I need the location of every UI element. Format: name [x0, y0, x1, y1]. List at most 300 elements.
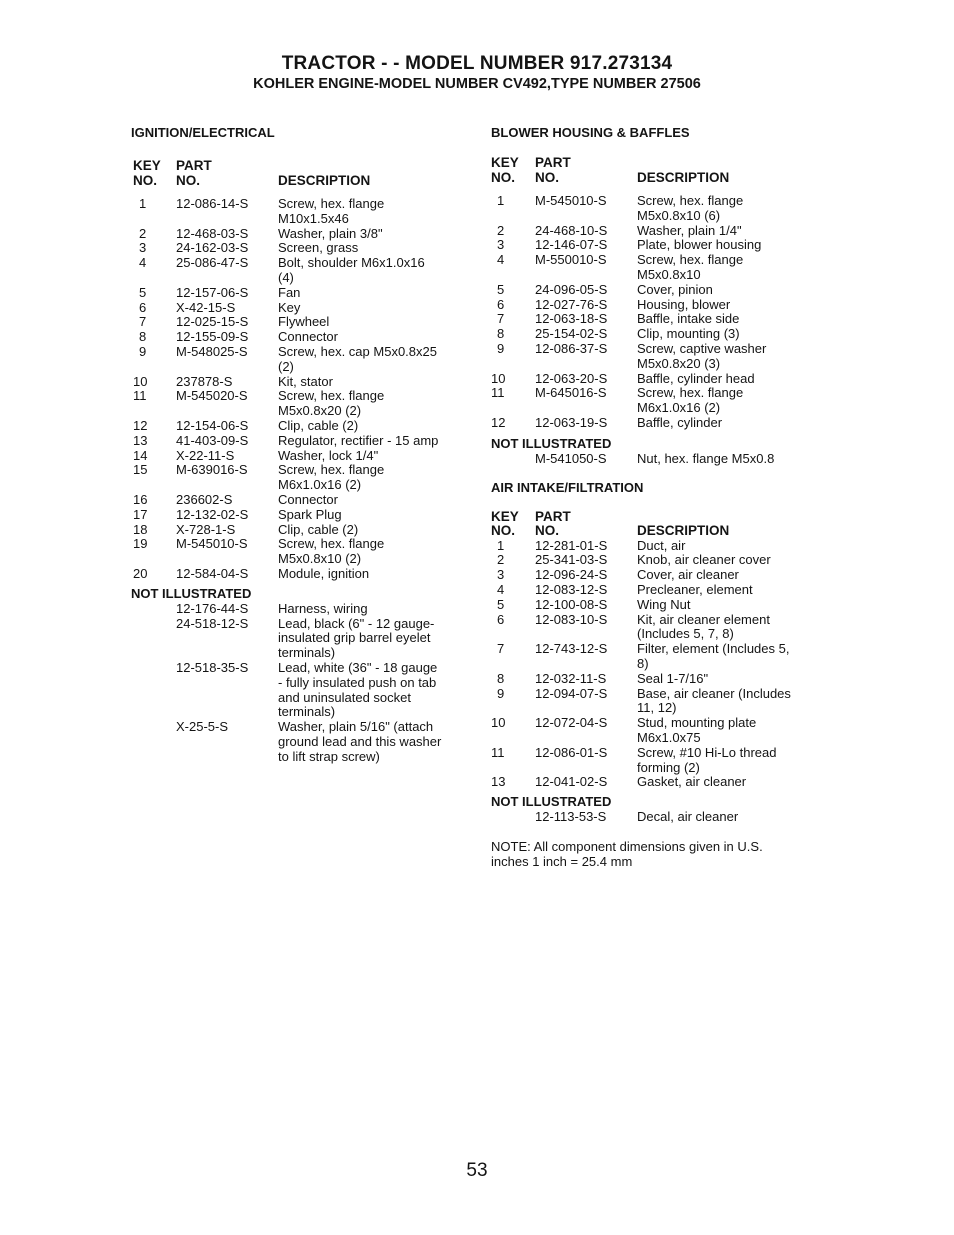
blower-not-illustrated-label: NOT ILLUSTRATED	[491, 435, 612, 451]
description-line: 8)	[637, 655, 649, 671]
part-row	[133, 720, 478, 764]
description-line: Stud, mounting plate	[637, 715, 757, 731]
key-number: 2	[497, 222, 505, 238]
part-row	[133, 419, 478, 434]
part-number: 12-518-35-S	[176, 659, 249, 675]
part-description	[637, 452, 821, 467]
key-header-no: NO.	[491, 523, 516, 539]
key-number: 7	[497, 311, 505, 327]
part-number: 12-281-01-S	[535, 537, 608, 553]
part-row	[133, 330, 478, 345]
key-number: 20	[133, 565, 148, 581]
part-row	[491, 194, 821, 224]
part-row	[133, 449, 478, 464]
key-number: 19	[133, 536, 148, 552]
part-description	[637, 539, 821, 554]
part-number: 12-157-06-S	[176, 284, 249, 300]
description-line: Precleaner, element	[637, 581, 753, 597]
description-line: Bolt, shoulder M6x1.0x16	[278, 255, 425, 271]
part-number: 12-113-53-S	[535, 809, 607, 825]
air-intake-table-header	[491, 510, 821, 539]
part-row	[133, 315, 478, 330]
part-description	[637, 238, 821, 253]
part-number: 12-468-03-S	[176, 225, 249, 241]
description-line: M5x0.8x10	[637, 266, 701, 282]
part-row	[491, 613, 821, 643]
description-line: Housing, blower	[637, 296, 731, 312]
description-line: Kit, stator	[278, 373, 333, 389]
part-row	[491, 238, 821, 253]
part-row	[491, 298, 821, 313]
part-number: 12-086-01-S	[535, 744, 608, 760]
air-intake-parts-list	[491, 539, 821, 791]
description-line: ground lead and this washer	[278, 733, 442, 749]
part-number: 24-096-05-S	[535, 281, 608, 297]
part-number: 12-146-07-S	[535, 237, 608, 253]
part-number: 12-132-02-S	[176, 506, 249, 522]
key-number: 4	[497, 252, 505, 268]
key-number: 7	[497, 641, 505, 657]
part-description	[637, 416, 821, 431]
part-description	[278, 256, 478, 286]
key-number: 10	[133, 373, 148, 389]
part-number: 12-063-18-S	[535, 311, 608, 327]
key-number: 9	[139, 343, 147, 359]
key-number: 4	[139, 255, 147, 271]
description-line: Base, air cleaner (Includes	[637, 685, 791, 701]
description-line: Screw, hex. flange	[637, 252, 744, 268]
key-number: 14	[133, 447, 148, 463]
part-description	[278, 345, 478, 375]
part-number: X-728-1-S	[176, 521, 236, 537]
description-line: Screw, hex. flange	[637, 193, 744, 208]
part-description	[637, 568, 821, 583]
ignition-not-illustrated-label: NOT ILLUSTRATED	[131, 585, 252, 601]
part-description	[278, 315, 478, 330]
part-row	[491, 568, 821, 583]
part-number: 25-341-03-S	[535, 552, 608, 568]
description-line: Connector	[278, 329, 338, 345]
part-row	[133, 227, 478, 242]
part-description	[278, 537, 478, 567]
key-number: 13	[133, 432, 148, 448]
description-line: M6x1.0x75	[637, 729, 701, 745]
part-description	[278, 508, 478, 523]
part-row	[133, 523, 478, 538]
part-row	[491, 746, 821, 776]
key-number: 8	[497, 670, 505, 686]
blower-not-illustrated-list	[491, 452, 821, 467]
description-line: Screw, hex. flange	[278, 462, 385, 478]
part-number: 12-083-10-S	[535, 611, 608, 627]
part-description	[637, 327, 821, 342]
part-header: PART	[176, 158, 212, 173]
description-line: Plate, blower housing	[637, 237, 762, 253]
part-description	[637, 642, 821, 672]
part-row	[491, 642, 821, 672]
part-row	[491, 342, 821, 372]
note-line: NOTE: All component dimensions given in U.S.	[491, 838, 763, 854]
part-number: 24-518-12-S	[176, 615, 249, 631]
part-number: 12-083-12-S	[535, 581, 608, 597]
part-description	[278, 602, 478, 617]
part-header-no: NO.	[176, 172, 201, 188]
part-row	[133, 508, 478, 523]
part-number: 25-154-02-S	[535, 326, 608, 342]
part-description	[637, 613, 821, 643]
key-number: 11	[133, 388, 147, 404]
part-header-no: NO.	[535, 169, 560, 185]
key-number: 2	[139, 225, 147, 241]
description-line: Nut, hex. flange M5x0.8	[637, 450, 775, 466]
key-number: 10	[491, 715, 506, 731]
part-description	[637, 716, 821, 746]
part-description	[637, 672, 821, 687]
description-line: 11, 12)	[637, 700, 677, 716]
key-number: 6	[497, 296, 505, 312]
blower-section-title: BLOWER HOUSING & BAFFLES	[491, 125, 690, 140]
part-row	[491, 283, 821, 298]
key-number: 12	[491, 414, 506, 430]
part-description	[278, 567, 478, 582]
part-number: 12-072-04-S	[535, 715, 608, 731]
description-line: to lift strap screw)	[278, 748, 380, 764]
part-row	[133, 463, 478, 493]
part-header-no: NO.	[535, 523, 560, 539]
description-header: DESCRIPTION	[637, 523, 730, 539]
part-row	[133, 256, 478, 286]
key-number: 11	[491, 385, 505, 401]
part-description	[637, 386, 821, 416]
description-line: Washer, lock 1/4"	[278, 447, 379, 463]
description-line: Flywheel	[278, 314, 330, 330]
ignition-section-title: IGNITION/ELECTRICAL	[131, 125, 275, 140]
page-title: TRACTOR - - MODEL NUMBER 917.273134	[281, 53, 673, 74]
part-number: M-639016-S	[176, 462, 248, 478]
key-number: 7	[139, 314, 147, 330]
part-number: 12-743-12-S	[535, 641, 608, 657]
part-description	[637, 598, 821, 613]
description-line: (4)	[278, 269, 294, 285]
part-description	[637, 342, 821, 372]
right-column	[491, 126, 821, 869]
key-number: 5	[139, 284, 147, 300]
part-number: 12-086-14-S	[176, 196, 249, 211]
blower-parts-list	[491, 194, 821, 431]
description-line: and uninsulated socket	[278, 689, 411, 705]
part-row	[491, 386, 821, 416]
part-number: 12-100-08-S	[535, 596, 608, 612]
key-header-no: NO.	[133, 172, 158, 188]
description-line: Screw, captive washer	[637, 340, 767, 356]
part-row	[133, 602, 478, 617]
description-line: Clip, mounting (3)	[637, 326, 740, 342]
part-row	[133, 345, 478, 375]
part-row	[491, 452, 821, 467]
key-header: KEY	[491, 508, 519, 524]
description-line: - fully insulated push on tab	[278, 674, 437, 690]
part-number: 12-154-06-S	[176, 417, 249, 433]
part-row	[491, 810, 821, 825]
part-description	[278, 661, 478, 720]
description-line: Seal 1-7/16"	[637, 670, 709, 686]
part-number: 12-176-44-S	[176, 600, 249, 616]
description-line: Lead, white (36" - 18 gauge	[278, 659, 438, 675]
part-number: X-22-11-S	[176, 447, 235, 463]
part-row	[491, 775, 821, 790]
part-description	[637, 746, 821, 776]
part-description	[637, 253, 821, 283]
part-number: X-42-15-S	[176, 299, 236, 315]
part-number: 12-063-19-S	[535, 414, 608, 430]
air-intake-not-illustrated-list	[491, 810, 821, 825]
part-description	[637, 312, 821, 327]
part-description	[637, 298, 821, 313]
description-line: Module, ignition	[278, 565, 370, 581]
description-line: Kit, air cleaner element	[637, 611, 770, 627]
key-number: 2	[497, 552, 505, 568]
description-line: insulated grip barrel eyelet	[278, 630, 431, 646]
part-row	[133, 286, 478, 301]
description-header: DESCRIPTION	[637, 169, 730, 185]
part-row	[491, 372, 821, 387]
blower-table-header	[491, 156, 821, 185]
description-line: Washer, plain 5/16" (attach	[278, 719, 434, 735]
part-number: 41-403-09-S	[176, 432, 249, 448]
key-number: 18	[133, 521, 148, 537]
part-description	[278, 227, 478, 242]
part-description	[637, 583, 821, 598]
description-line: M5x0.8x10 (6)	[637, 207, 721, 223]
part-number: M-645016-S	[535, 385, 607, 401]
dimension-note	[491, 840, 821, 870]
part-description	[637, 372, 821, 387]
part-description	[637, 810, 821, 825]
description-line: (Includes 5, 7, 8)	[637, 626, 734, 642]
part-description	[637, 283, 821, 298]
description-line: M6x1.0x16 (2)	[278, 477, 362, 493]
description-line: Regulator, rectifier - 15 amp	[278, 432, 439, 448]
description-line: Screen, grass	[278, 240, 359, 256]
part-number: 12-086-37-S	[535, 340, 608, 356]
description-line: Screw, hex. flange	[637, 385, 744, 401]
part-description	[278, 301, 478, 316]
part-number: 12-027-76-S	[535, 296, 608, 312]
part-row	[491, 312, 821, 327]
page-subtitle: KOHLER ENGINE-MODEL NUMBER CV492,TYPE NUMBER 27506	[253, 76, 701, 92]
key-header-no: NO.	[491, 169, 516, 185]
part-description	[278, 493, 478, 508]
part-number: 12-096-24-S	[535, 567, 608, 583]
part-description	[637, 775, 821, 790]
key-number: 4	[497, 581, 505, 597]
part-number: 12-584-04-S	[176, 565, 249, 581]
part-number: M-545020-S	[176, 388, 248, 404]
description-line: Filter, element (Includes 5,	[637, 641, 790, 657]
description-line: Baffle, cylinder head	[637, 370, 755, 386]
part-description	[278, 463, 478, 493]
description-line: M10x1.5x46	[278, 210, 349, 226]
description-line: Screw, hex. cap M5x0.8x25	[278, 343, 437, 359]
part-description	[637, 553, 821, 568]
part-row	[491, 598, 821, 613]
part-number: 24-468-10-S	[535, 222, 608, 238]
part-row	[133, 493, 478, 508]
key-number: 3	[497, 567, 505, 583]
part-description	[278, 720, 478, 764]
part-row	[491, 553, 821, 568]
part-number: 12-155-09-S	[176, 329, 249, 345]
key-number: 9	[497, 685, 505, 701]
description-line: M6x1.0x16 (2)	[637, 400, 721, 416]
description-line: Baffle, cylinder	[637, 414, 723, 430]
ignition-parts-list	[133, 197, 478, 582]
description-line: Spark Plug	[278, 506, 342, 522]
key-number: 6	[139, 299, 147, 315]
key-number: 5	[497, 596, 505, 612]
part-number: M-550010-S	[535, 252, 607, 268]
key-number: 16	[133, 491, 148, 507]
description-line: Harness, wiring	[278, 600, 368, 616]
description-line: Clip, cable (2)	[278, 417, 359, 433]
description-line: Decal, air cleaner	[637, 809, 739, 825]
part-description	[278, 330, 478, 345]
part-row	[491, 539, 821, 554]
ignition-not-illustrated-list	[133, 602, 478, 765]
key-number: 1	[139, 196, 147, 211]
part-row	[133, 389, 478, 419]
part-description	[278, 389, 478, 419]
description-line: terminals)	[278, 645, 336, 661]
part-row	[133, 537, 478, 567]
part-row	[133, 434, 478, 449]
key-number: 13	[491, 774, 506, 790]
description-header: DESCRIPTION	[278, 172, 371, 188]
part-description	[278, 419, 478, 434]
description-line: Gasket, air cleaner	[637, 774, 747, 790]
key-number: 6	[497, 611, 505, 627]
ignition-electrical-column	[133, 126, 478, 764]
part-row	[491, 687, 821, 717]
key-number: 9	[497, 340, 505, 356]
description-line: terminals)	[278, 704, 336, 720]
part-number: 12-032-11-S	[535, 670, 607, 686]
description-line: Screw, hex. flange	[278, 536, 385, 552]
part-row	[491, 416, 821, 431]
part-row	[491, 224, 821, 239]
part-description	[278, 617, 478, 661]
part-header: PART	[535, 508, 571, 524]
part-row	[133, 617, 478, 661]
part-description	[278, 434, 478, 449]
part-description	[637, 687, 821, 717]
description-line: Knob, air cleaner cover	[637, 552, 771, 568]
key-number: 12	[133, 417, 148, 433]
description-line: M5x0.8x20 (2)	[278, 403, 362, 419]
description-line: (2)	[278, 358, 294, 374]
air-intake-section-title: AIR INTAKE/FILTRATION	[491, 479, 644, 495]
key-number: 3	[497, 237, 505, 253]
part-row	[133, 241, 478, 256]
page-number: 53	[466, 1160, 488, 1181]
description-line: Screw, hex. flange	[278, 196, 385, 211]
key-header: KEY	[491, 155, 519, 170]
part-number: 12-025-15-S	[176, 314, 249, 330]
description-line: Key	[278, 299, 301, 315]
description-line: Screw, #10 Hi-Lo thread	[637, 744, 777, 760]
part-description	[278, 286, 478, 301]
description-line: Baffle, intake side	[637, 311, 740, 327]
part-description	[637, 194, 821, 224]
part-row	[491, 716, 821, 746]
part-description	[278, 375, 478, 390]
description-line: Lead, black (6" - 12 gauge-	[278, 615, 435, 631]
description-line: Cover, air cleaner	[637, 567, 739, 583]
part-number: 12-041-02-S	[535, 774, 608, 790]
part-row	[133, 197, 478, 227]
part-row	[491, 253, 821, 283]
key-header: KEY	[133, 158, 161, 173]
key-number: 10	[491, 370, 506, 386]
key-number: 1	[497, 193, 505, 208]
part-description	[637, 224, 821, 239]
part-number: M-545010-S	[535, 193, 607, 208]
part-number: X-25-5-S	[176, 719, 229, 735]
ignition-table-header	[133, 159, 478, 188]
part-number: 24-162-03-S	[176, 240, 249, 256]
air-intake-not-illustrated-label: NOT ILLUSTRATED	[491, 794, 612, 810]
part-description	[278, 241, 478, 256]
part-row	[133, 301, 478, 316]
description-line: M5x0.8x10 (2)	[278, 551, 362, 567]
key-number: 5	[497, 281, 505, 297]
note-line: inches 1 inch = 25.4 mm	[491, 853, 633, 869]
description-line: Duct, air	[637, 537, 686, 553]
part-row	[491, 583, 821, 598]
part-number: 236602-S	[176, 491, 233, 507]
key-number: 8	[139, 329, 147, 345]
description-line: Cover, pinion	[637, 281, 713, 297]
part-header: PART	[535, 155, 571, 170]
part-description	[278, 449, 478, 464]
part-row	[133, 375, 478, 390]
part-number: 237878-S	[176, 373, 233, 389]
description-line: Screw, hex. flange	[278, 388, 385, 404]
part-row	[133, 567, 478, 582]
part-description	[278, 197, 478, 227]
key-number: 3	[139, 240, 147, 256]
description-line: Wing Nut	[637, 596, 691, 612]
key-number: 1	[497, 537, 505, 553]
key-number: 8	[497, 326, 505, 342]
part-number: M-548025-S	[176, 343, 248, 359]
part-number: M-545010-S	[176, 536, 248, 552]
description-line: Washer, plain 3/8"	[278, 225, 383, 241]
description-line: Connector	[278, 491, 338, 507]
part-number: 12-063-20-S	[535, 370, 608, 386]
part-row	[133, 661, 478, 720]
part-number: 12-094-07-S	[535, 685, 608, 701]
key-number: 17	[133, 506, 148, 522]
part-number: 25-086-47-S	[176, 255, 249, 271]
description-line: Clip, cable (2)	[278, 521, 359, 537]
description-line: Washer, plain 1/4"	[637, 222, 742, 238]
part-description	[278, 523, 478, 538]
part-number: M-541050-S	[535, 450, 607, 466]
description-line: forming (2)	[637, 759, 700, 775]
part-row	[491, 327, 821, 342]
key-number: 15	[133, 462, 148, 478]
